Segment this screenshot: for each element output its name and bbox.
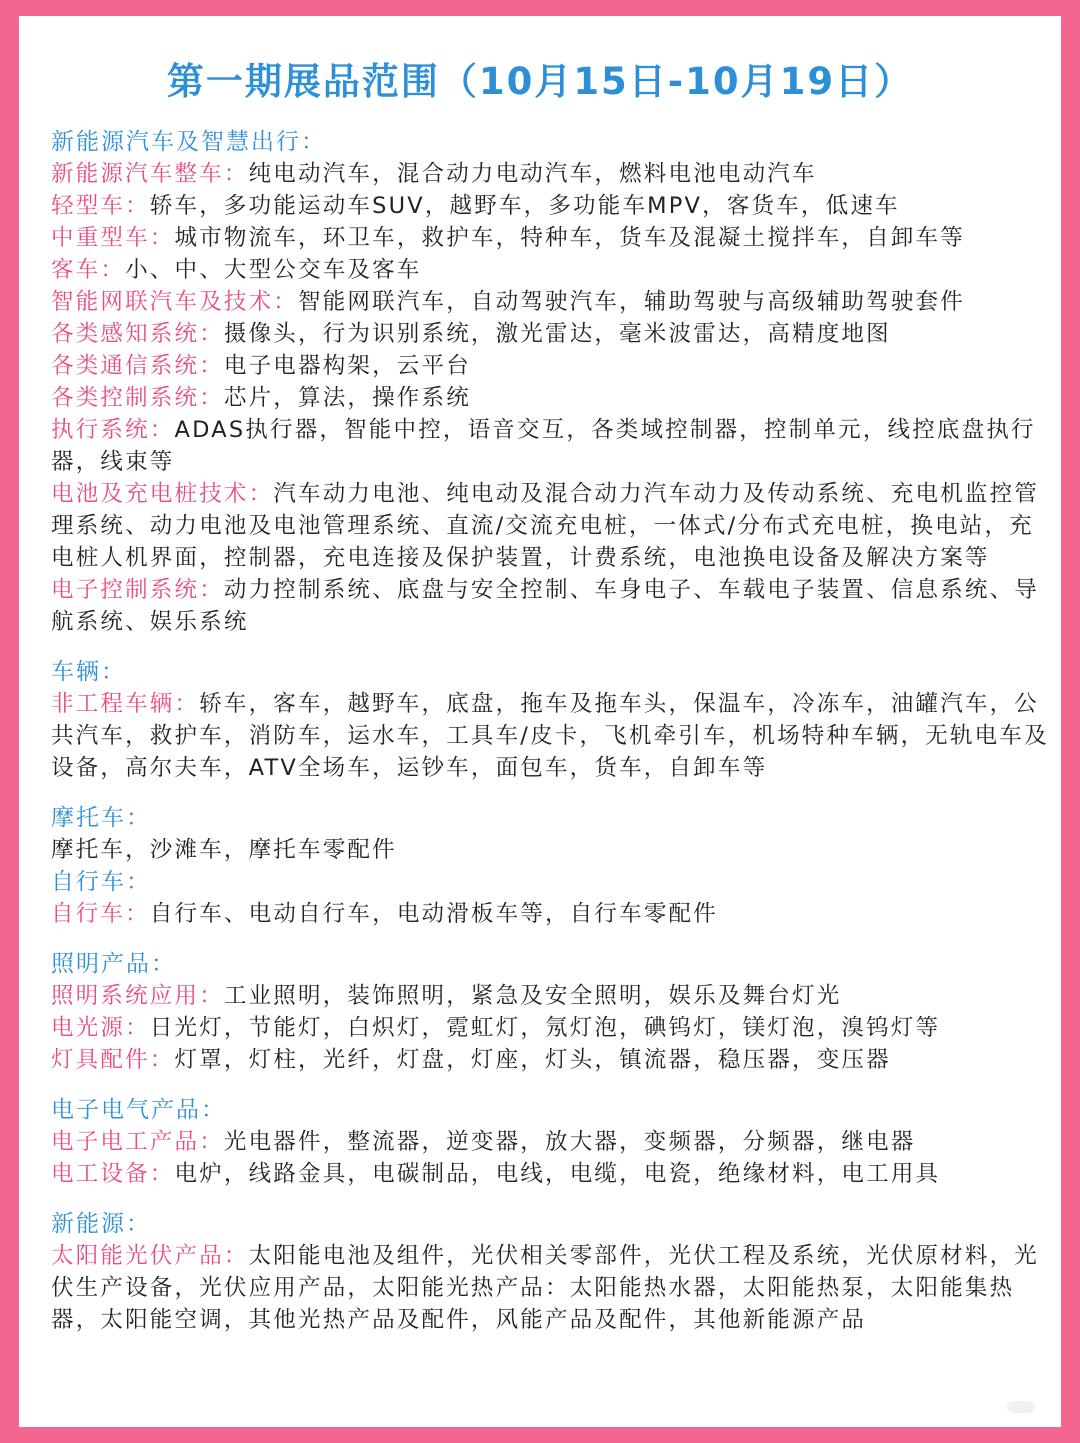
- item-label: 自行车：: [51, 901, 150, 927]
- section-nev-smart-mobility: [51, 126, 1051, 638]
- list-item: [51, 254, 1051, 286]
- section-heading: 照明产品：: [51, 951, 176, 977]
- list-item: [51, 1126, 1051, 1158]
- item-label: 各类感知系统：: [51, 321, 224, 347]
- item-label: 新能源汽车整车：: [51, 161, 249, 187]
- section-vehicles: [51, 656, 1051, 784]
- item-label: 轻型车：: [51, 193, 150, 219]
- content-card: [19, 16, 1061, 1427]
- item-label: 执行系统：: [51, 417, 175, 443]
- item-label: 电子控制系统：: [51, 577, 224, 603]
- list-item: [51, 382, 1051, 414]
- list-item: [51, 1012, 1051, 1044]
- list-item: [51, 286, 1051, 318]
- list-item: [51, 1158, 1051, 1190]
- item-text: 电炉，线路金具，电碳制品，电线，电缆，电瓷，绝缘材料，电工用具: [174, 1161, 941, 1187]
- item-label: 智能网联汽车及技术：: [51, 289, 299, 315]
- watermark-mark: [1007, 1401, 1035, 1413]
- section-new-energy: [51, 1208, 1051, 1336]
- list-item: [51, 574, 1051, 638]
- item-text: 光电器件，整流器，逆变器，放大器，变频器，分频器，继电器: [223, 1129, 916, 1155]
- list-item: [51, 350, 1051, 382]
- item-text: 工业照明，装饰照明，紧急及安全照明，娱乐及舞台灯光: [223, 983, 842, 1009]
- item-label: 电子电工产品：: [51, 1129, 224, 1155]
- list-item: [51, 1044, 1051, 1076]
- item-label: 电光源：: [51, 1015, 150, 1041]
- list-item: [51, 834, 1051, 866]
- list-item: [51, 158, 1051, 190]
- list-item: [51, 1240, 1051, 1336]
- item-text: 纯电动汽车，混合动力电动汽车，燃料电池电动汽车: [248, 161, 817, 187]
- section-motorcycles-bicycles: [51, 802, 1051, 930]
- item-text: 电子电器构架，云平台: [223, 353, 471, 379]
- item-text: 小、中、大型公交车及客车: [125, 257, 422, 283]
- list-item: [51, 414, 1051, 478]
- list-item: [51, 190, 1051, 222]
- item-label: 各类控制系统：: [51, 385, 224, 411]
- item-text: 灯罩，灯柱，光纤，灯盘，灯座，灯头，镇流器，稳压器，变压器: [174, 1047, 891, 1073]
- section-heading: 车辆：: [51, 659, 126, 685]
- item-text: 动力控制系统、底盘与安全控制、车身电子、车载电子装置、信息系统、导航系统、娱乐系统: [51, 577, 1040, 635]
- item-text: 城市物流车，环卫车，救护车，特种车，货车及混凝土搅拌车，自卸车等: [174, 225, 965, 251]
- exhibit-list: [51, 126, 1051, 1354]
- item-text: 摄像头，行为识别系统，激光雷达，毫米波雷达，高精度地图: [223, 321, 891, 347]
- item-text: 太阳能电池及组件，光伏相关零部件，光伏工程及系统，光伏原材料，光伏生产设备，光伏应用产品，太阳能光热产品：太阳能热水器，太阳能热泵，太阳能集热器，太阳能空调，其他光热产品及配件，风能产品及配件，其他新能源产品: [51, 1243, 1040, 1333]
- item-text: 智能网联汽车，自动驾驶汽车，辅助驾驶与高级辅助驾驶套件: [298, 289, 965, 315]
- item-text: 汽车动力电池、纯电动及混合动力汽车动力及传动系统、充电机监控管理系统、动力电池及电池管理系统、直流/交流充电桩，一体式/分布式充电桩，换电站，充电桩人机界面，控制器，充电连接及保护装置，计费系统，电池换电设备及解决方案等: [51, 481, 1040, 571]
- item-text: ADAS执行器，智能中控，语音交互，各类域控制器，控制单元，线控底盘执行器，线束等: [51, 417, 1036, 475]
- item-label: 照明系统应用：: [51, 983, 224, 1009]
- item-text: 轿车，客车，越野车，底盘，拖车及拖车头，保温车，冷冻车，油罐汽车，公共汽车，救护车，消防车，运水车，工具车/皮卡，飞机牵引车，机场特种车辆，无轨电车及设备，高尔夫车，ATV全场车，运钞车，面包车，货车，自卸车等: [51, 691, 1049, 781]
- item-text: 轿车，多功能运动车SUV，越野车，多功能车MPV，客货车，低速车: [149, 193, 900, 219]
- item-label: 电工设备：: [51, 1161, 175, 1187]
- item-text: 芯片，算法，操作系统: [223, 385, 471, 411]
- section-heading: 新能源汽车及智慧出行：: [51, 129, 326, 155]
- list-item: [51, 478, 1051, 574]
- item-label: 客车：: [51, 257, 126, 283]
- section-heading: 新能源：: [51, 1211, 151, 1237]
- item-label: 中重型车：: [51, 225, 175, 251]
- item-label: 电池及充电桩技术：: [51, 481, 274, 507]
- section-electronics: [51, 1094, 1051, 1190]
- section-heading: 电子电气产品：: [51, 1097, 226, 1123]
- list-item: [51, 318, 1051, 350]
- item-text: 摩托车，沙滩车，摩托车零配件: [51, 837, 397, 863]
- list-item: [51, 688, 1051, 784]
- section-heading: 摩托车：: [51, 805, 151, 831]
- section-lighting: [51, 948, 1051, 1076]
- page-title: 第一期展品范围（10月15日-10月19日）: [166, 60, 914, 103]
- item-label: 太阳能光伏产品：: [51, 1243, 249, 1269]
- list-item: [51, 980, 1051, 1012]
- section-heading: 自行车：: [51, 869, 151, 895]
- list-item: [51, 898, 1051, 930]
- item-label: 非工程车辆：: [51, 691, 200, 717]
- item-text: 日光灯，节能灯，白炽灯，霓虹灯，氖灯泡，碘钨灯，镁灯泡，溴钨灯等: [149, 1015, 941, 1041]
- item-text: 自行车、电动自行车，电动滑板车等，自行车零配件: [149, 901, 718, 927]
- list-item: [51, 222, 1051, 254]
- item-label: 灯具配件：: [51, 1047, 175, 1073]
- item-label: 各类通信系统：: [51, 353, 224, 379]
